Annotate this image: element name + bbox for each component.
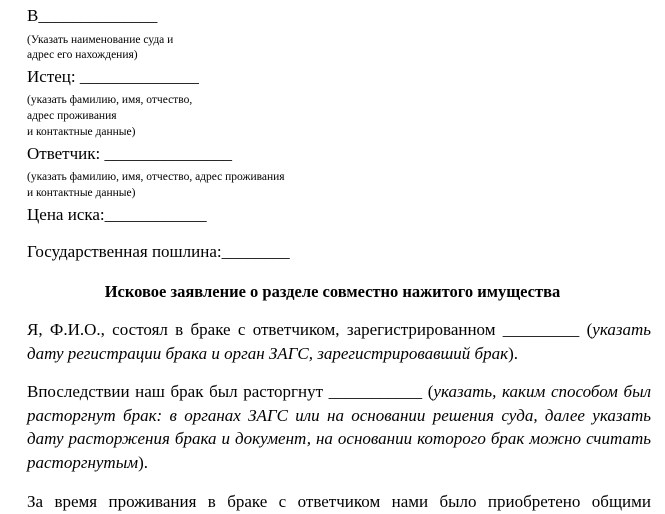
paragraph-property: За время проживания в браке с ответчиком нами было приобретено общими <box>27 492 651 511</box>
defendant-hint-1: (указать фамилию, имя, отчество, адрес проживания <box>27 171 285 183</box>
court-line: В______________ <box>27 6 158 25</box>
court-hint-1: (Указать наименование суда и <box>27 34 174 46</box>
plaintiff-hint-3: и контактные данные) <box>27 126 136 138</box>
court-hint-2: адрес его нахождения) <box>27 49 138 61</box>
defendant-hint-2: и контактные данные) <box>27 187 136 199</box>
paragraph-divorce-text: Впоследствии наш брак был расторгнут ___________ ( <box>27 382 434 401</box>
state-fee-line: Государственная пошлина:________ <box>27 242 290 261</box>
plaintiff-line: Истец: ______________ <box>27 67 199 86</box>
plaintiff-hint-1: (указать фамилию, имя, отчество, <box>27 94 193 106</box>
paragraph-marriage-open: ( <box>586 320 593 339</box>
paragraph-marriage-hint: указать дату регистрации брака и орган ЗАГС, зарегистрировавший брак <box>27 320 652 363</box>
paragraph-marriage <box>27 318 651 365</box>
document-title: Исковое заявление о разделе совместно нажитого имущества <box>104 282 561 301</box>
paragraph-divorce-hint: указать, каким способом был расторгнут брак: в органах ЗАГС или на основании решения суда, далее указать дату расторжения брака и документ, на основании которого брак можно считать расторгнутым <box>27 382 651 472</box>
paragraph-divorce <box>27 380 651 474</box>
paragraph-marriage-close: ). <box>508 343 518 363</box>
defendant-line: Ответчик: _______________ <box>27 144 232 163</box>
claim-price-line: Цена иска:____________ <box>27 205 207 224</box>
plaintiff-hint-2: адрес проживания <box>27 110 117 122</box>
paragraph-divorce-close: ). <box>138 452 148 472</box>
paragraph-marriage-text: Я, Ф.И.О., состоял в браке с ответчиком, зарегистрированном _________ <box>27 320 580 339</box>
